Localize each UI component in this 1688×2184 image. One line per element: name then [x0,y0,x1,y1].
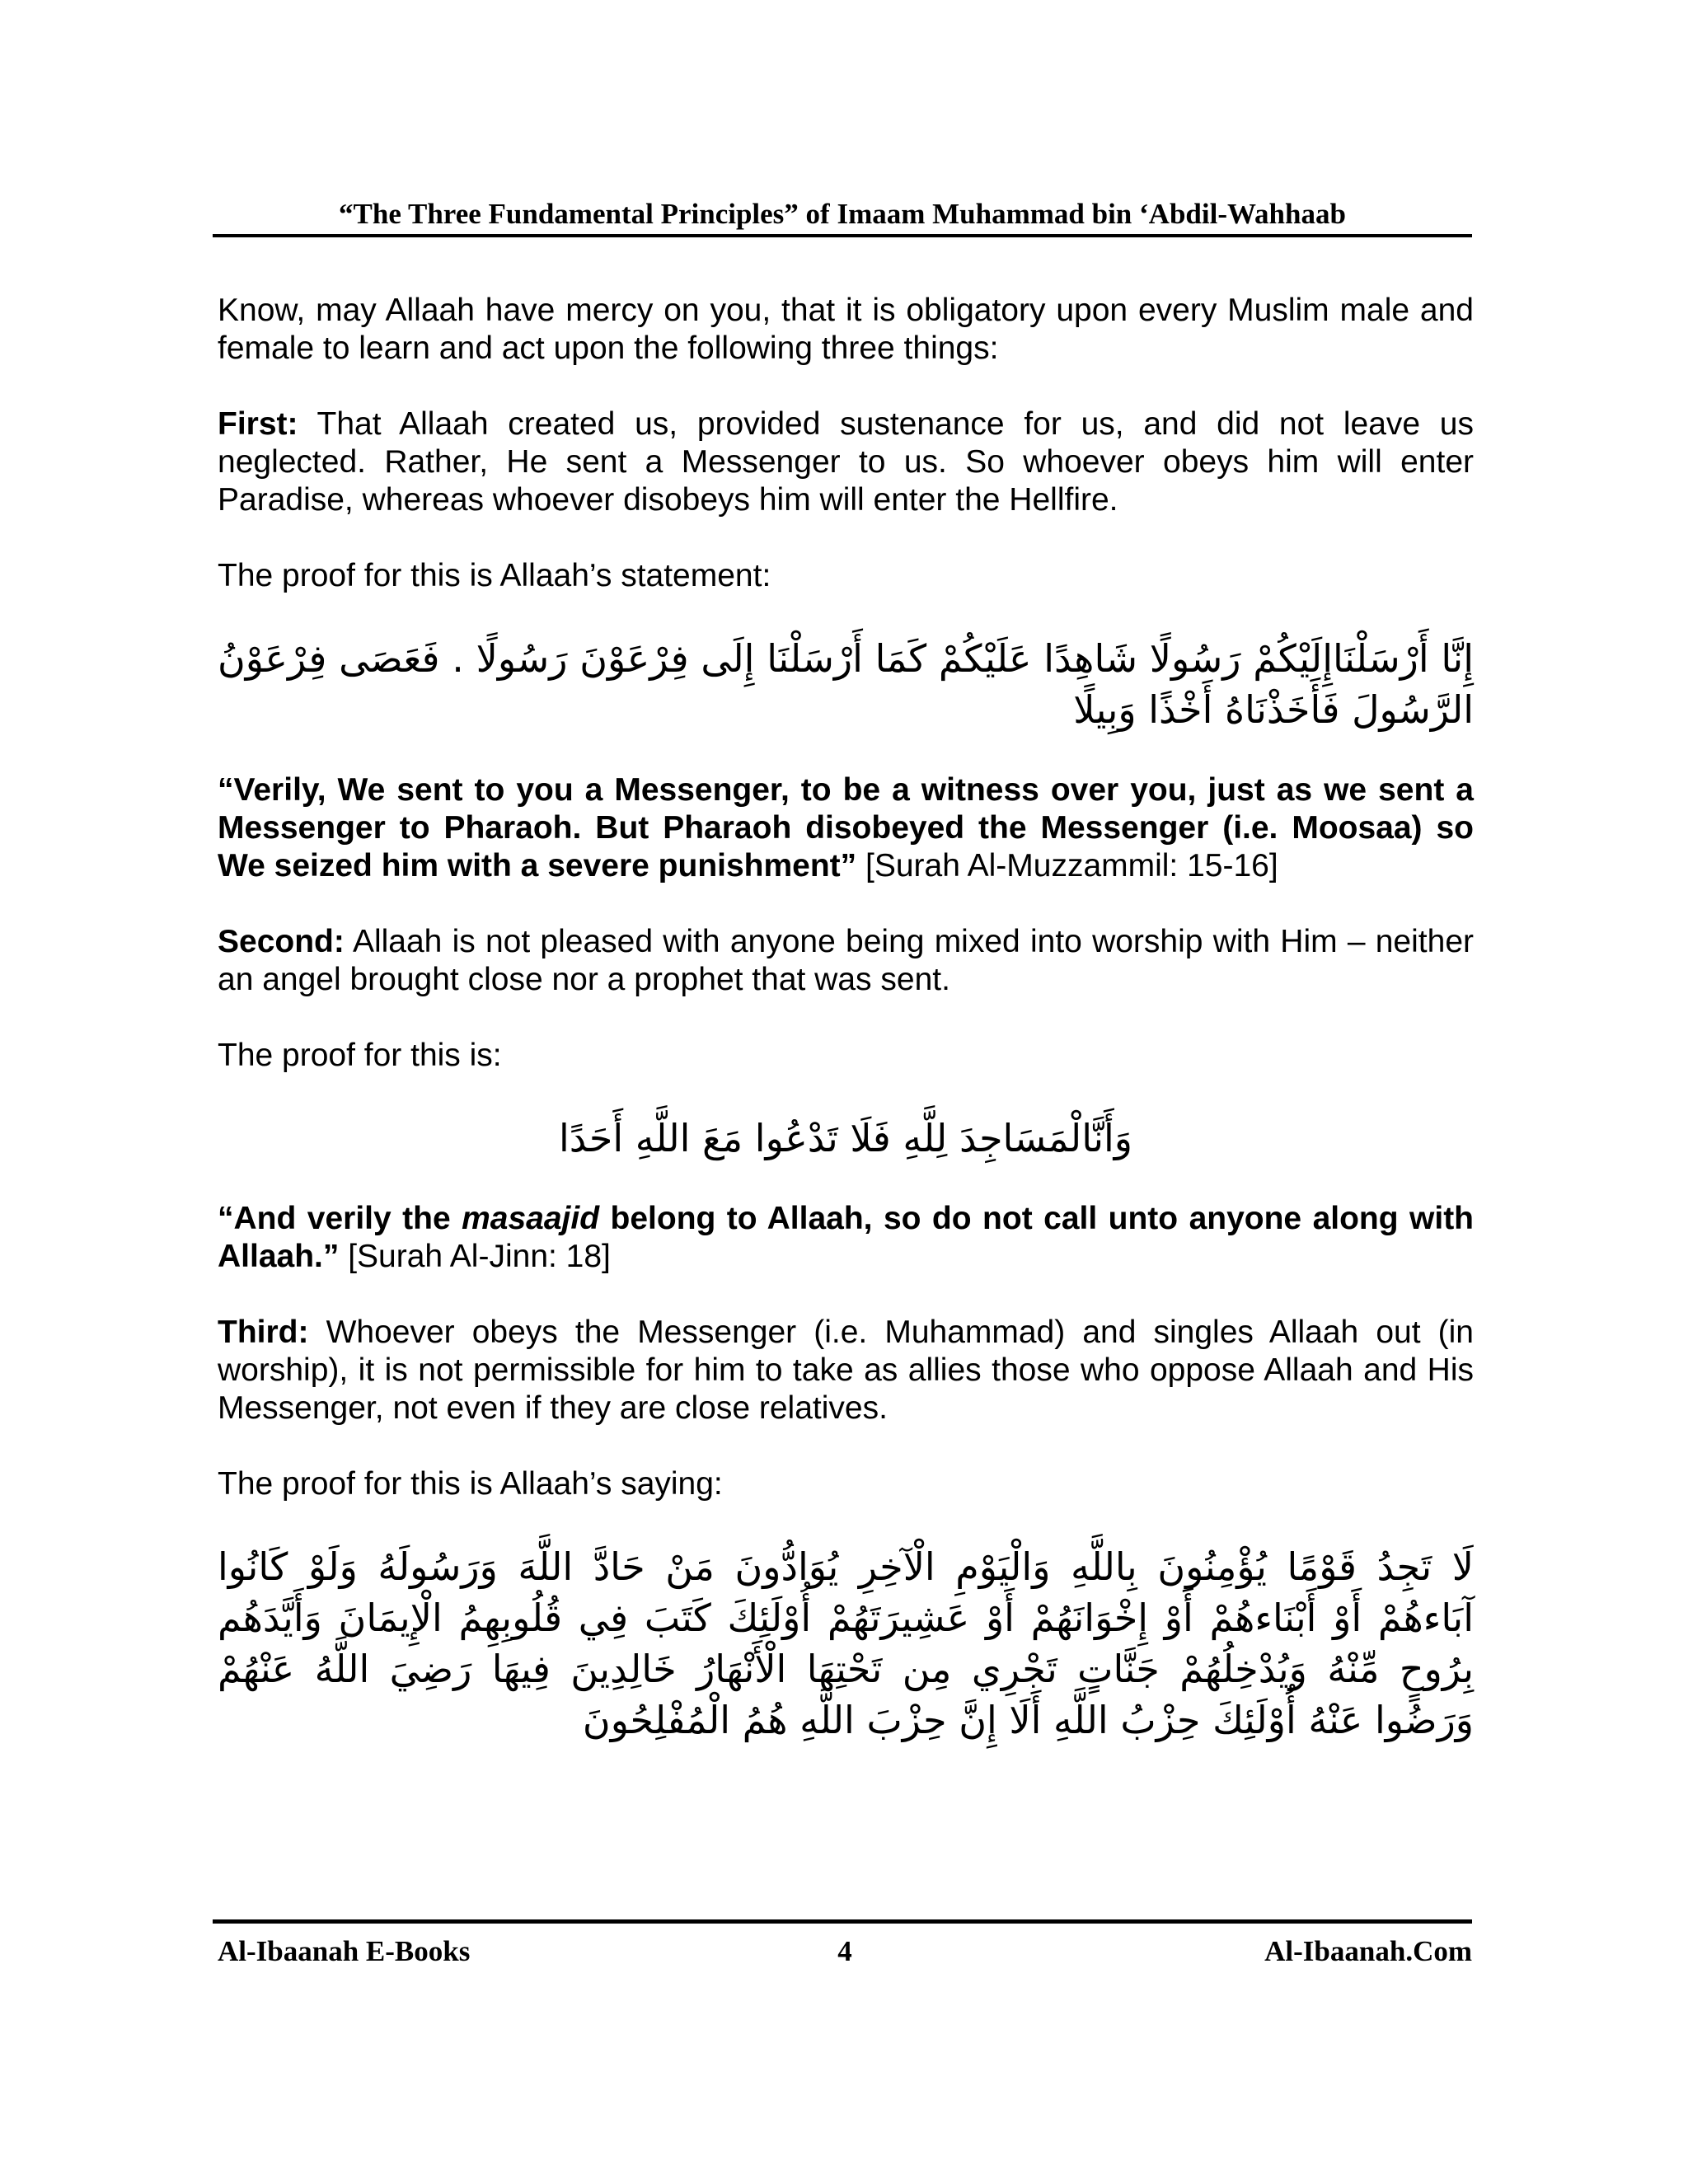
page-body [218,292,1474,1782]
third-text: Whoever obeys the Messenger (i.e. Muhammad) and singles Allaah out (in worship), it is not permissible for him to take as allies those who oppose Allaah and His Messenger, not even if they are close relatives. [218,1315,1474,1426]
intro-paragraph: Know, may Allaah have mercy on you, that it is obligatory upon every Muslim male and female to learn and act upon the following three things: [218,293,1474,366]
second-translation-italic: masaajid [462,1201,600,1236]
first-reference: [Surah Al-Muzzammil: 15-16] [856,848,1278,883]
header-divider [213,234,1472,237]
third-principle-paragraph [218,1314,1474,1427]
third-arabic-verse: لَا تَجِدُ قَوْمًا يُؤْمِنُونَ بِاللَّهِ وَالْيَوْمِ الْآخِرِ يُوَادُّونَ مَنْ حَادَّ اللَّهَ وَرَسُولَهُ وَلَوْ كَانُوا آبَاءهُمْ أَوْ أَبْنَاءهُمْ أَوْ إِخْوَانَهُمْ أَوْ عَشِيرَتَهُمْ أُوْلَئِكَ كَتَبَ فِي قُلُوبِهِمُ الْإِيمَانَ وَأَيَّدَهُم بِرُوحٍ مِّنْهُ وَيُدْخِلُهُمْ جَنَّاتٍ تَجْرِي مِن تَحْتِهَا الْأَنْهَارُ خَالِدِينَ فِيهَا رَضِيَ اللَّهُ عَنْهُمْ وَرَضُوا عَنْهُ أُوْلَئِكَ حِزْبُ اللَّهِ أَلَا إِنَّ حِزْبَ اللَّهِ هُمُ الْمُفْلِحُونَ [218,1544,1474,1742]
first-label: First: [218,406,298,442]
footer-publisher: Al-Ibaanah E-Books [218,1935,471,1967]
footer-website: Al-Ibaanah.Com [1264,1935,1472,1967]
third-label: Third: [218,1315,309,1350]
second-translation-part2: belong to Allaah, so do not call unto anyone along with Allaah.” [218,1201,1475,1274]
first-principle-paragraph [218,405,1474,519]
third-proof-intro: The proof for this is Allaah’s saying: [218,1466,723,1502]
second-translation [218,1200,1474,1276]
second-translation-part1: “And verily the [218,1201,462,1236]
second-label: Second: [218,924,345,959]
second-proof-intro: The proof for this is: [218,1038,502,1073]
first-translation [218,771,1474,885]
first-text: That Allaah created us, provided sustenance for us, and did not leave us neglected. Rather, He sent a Messenger to us. So whoever obeys him will enter Paradise, whereas whoever disobeys him will enter the Hellfire. [218,406,1474,518]
second-arabic-verse: وَأَنَّالْمَسَاجِدَ لِلَّهِ فَلَا تَدْعُوا مَعَ اللَّهِ أَحَدًا [558,1116,1133,1160]
first-arabic-verse: إِنَّا أَرْسَلْنَاإِلَيْكُمْ رَسُولًا شَاهِدًا عَلَيْكُمْ كَمَا أَرْسَلْنَا إِلَى فِرْعَوْنَ رَسُولًا . فَعَصَى فِرْعَوْنُ الرَّسُولَ فَأَخَذْنَاهُ أَخْذًا وَبِيلًا [218,636,1474,732]
second-principle-paragraph [218,923,1474,999]
second-reference: [Surah Al-Jinn: 18] [339,1239,611,1274]
first-translation-text: “Verily, We sent to you a Messenger, to be a witness over you, just as we sent a Messenger to Pharaoh. But Pharaoh disobeyed the Messenger (i.e. Moosaa) so We seized him with a severe punishment” [218,772,1474,883]
page-header-title: “The Three Fundamental Principles” of Imaam Muhammad bin ‘Abdil-Wahhaab [339,198,1346,230]
footer-divider [213,1919,1472,1924]
second-text: Allaah is not pleased with anyone being mixed into worship with Him – neither an angel brought close nor a prophet that was sent. [218,924,1474,997]
first-proof-intro: The proof for this is Allaah’s statement: [218,558,771,593]
page-footer [218,1933,1472,1970]
page-number: 4 [837,1935,852,1967]
